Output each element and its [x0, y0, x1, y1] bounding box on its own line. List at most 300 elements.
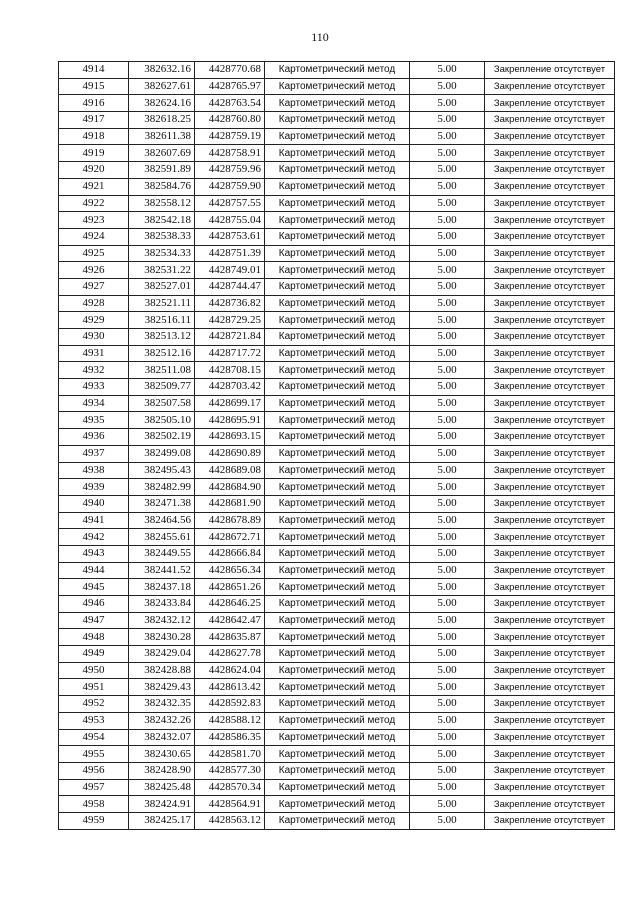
method-cell: Картометрический метод — [265, 812, 410, 829]
x-coordinate-cell: 382534.33 — [129, 245, 195, 262]
method-cell: Картометрический метод — [265, 145, 410, 162]
point-number-cell: 4953 — [59, 712, 129, 729]
x-coordinate-cell: 382432.07 — [129, 729, 195, 746]
method-cell: Картометрический метод — [265, 212, 410, 229]
accuracy-cell: 5.00 — [410, 746, 485, 763]
method-cell: Картометрический метод — [265, 545, 410, 562]
coordinates-table — [58, 61, 615, 830]
table-row — [59, 262, 615, 279]
method-cell: Картометрический метод — [265, 78, 410, 95]
y-coordinate-cell: 4428760.80 — [195, 112, 265, 129]
method-cell: Картометрический метод — [265, 479, 410, 496]
accuracy-cell: 5.00 — [410, 812, 485, 829]
table-row — [59, 762, 615, 779]
table-row — [59, 95, 615, 112]
method-cell: Картометрический метод — [265, 295, 410, 312]
fixing-description-cell: Закрепление отсутствует — [485, 379, 615, 396]
point-number-cell: 4925 — [59, 245, 129, 262]
fixing-description-cell: Закрепление отсутствует — [485, 762, 615, 779]
accuracy-cell: 5.00 — [410, 362, 485, 379]
page-number: 110 — [311, 30, 329, 44]
table-row — [59, 562, 615, 579]
accuracy-cell: 5.00 — [410, 779, 485, 796]
table-row — [59, 429, 615, 446]
fixing-description-cell: Закрепление отсутствует — [485, 262, 615, 279]
fixing-description-cell: Закрепление отсутствует — [485, 729, 615, 746]
x-coordinate-cell: 382495.43 — [129, 462, 195, 479]
y-coordinate-cell: 4428681.90 — [195, 495, 265, 512]
table-row — [59, 679, 615, 696]
table-row — [59, 178, 615, 195]
method-cell: Картометрический метод — [265, 412, 410, 429]
y-coordinate-cell: 4428758.91 — [195, 145, 265, 162]
point-number-cell: 4916 — [59, 95, 129, 112]
y-coordinate-cell: 4428586.35 — [195, 729, 265, 746]
x-coordinate-cell: 382464.56 — [129, 512, 195, 529]
accuracy-cell: 5.00 — [410, 162, 485, 179]
x-coordinate-cell: 382509.77 — [129, 379, 195, 396]
x-coordinate-cell: 382516.11 — [129, 312, 195, 329]
fixing-description-cell: Закрепление отсутствует — [485, 362, 615, 379]
y-coordinate-cell: 4428564.91 — [195, 796, 265, 813]
method-cell: Картометрический метод — [265, 445, 410, 462]
x-coordinate-cell: 382611.38 — [129, 128, 195, 145]
fixing-description-cell: Закрепление отсутствует — [485, 562, 615, 579]
method-cell: Картометрический метод — [265, 779, 410, 796]
accuracy-cell: 5.00 — [410, 445, 485, 462]
method-cell: Картометрический метод — [265, 228, 410, 245]
method-cell: Картометрический метод — [265, 112, 410, 129]
point-number-cell: 4948 — [59, 629, 129, 646]
table-row — [59, 445, 615, 462]
method-cell: Картометрический метод — [265, 162, 410, 179]
y-coordinate-cell: 4428729.25 — [195, 312, 265, 329]
x-coordinate-cell: 382437.18 — [129, 579, 195, 596]
table-row — [59, 162, 615, 179]
table-row — [59, 112, 615, 129]
method-cell: Картометрический метод — [265, 679, 410, 696]
y-coordinate-cell: 4428759.96 — [195, 162, 265, 179]
x-coordinate-cell: 382627.61 — [129, 78, 195, 95]
fixing-description-cell: Закрепление отсутствует — [485, 145, 615, 162]
point-number-cell: 4923 — [59, 212, 129, 229]
coordinates-table-body — [59, 62, 615, 830]
point-number-cell: 4947 — [59, 612, 129, 629]
fixing-description-cell: Закрепление отсутствует — [485, 228, 615, 245]
table-row — [59, 78, 615, 95]
x-coordinate-cell: 382511.08 — [129, 362, 195, 379]
accuracy-cell: 5.00 — [410, 62, 485, 79]
point-number-cell: 4924 — [59, 228, 129, 245]
method-cell: Картометрический метод — [265, 462, 410, 479]
x-coordinate-cell: 382542.18 — [129, 212, 195, 229]
fixing-description-cell: Закрепление отсутствует — [485, 462, 615, 479]
y-coordinate-cell: 4428672.71 — [195, 529, 265, 546]
fixing-description-cell: Закрепление отсутствует — [485, 95, 615, 112]
accuracy-cell: 5.00 — [410, 596, 485, 613]
method-cell: Картометрический метод — [265, 629, 410, 646]
accuracy-cell: 5.00 — [410, 379, 485, 396]
fixing-description-cell: Закрепление отсутствует — [485, 329, 615, 346]
point-number-cell: 4922 — [59, 195, 129, 212]
fixing-description-cell: Закрепление отсутствует — [485, 412, 615, 429]
table-row — [59, 696, 615, 713]
method-cell: Картометрический метод — [265, 529, 410, 546]
accuracy-cell: 5.00 — [410, 178, 485, 195]
y-coordinate-cell: 4428721.84 — [195, 329, 265, 346]
point-number-cell: 4950 — [59, 662, 129, 679]
accuracy-cell: 5.00 — [410, 495, 485, 512]
accuracy-cell: 5.00 — [410, 646, 485, 663]
accuracy-cell: 5.00 — [410, 462, 485, 479]
accuracy-cell: 5.00 — [410, 195, 485, 212]
point-number-cell: 4958 — [59, 796, 129, 813]
point-number-cell: 4914 — [59, 62, 129, 79]
point-number-cell: 4939 — [59, 479, 129, 496]
x-coordinate-cell: 382432.35 — [129, 696, 195, 713]
x-coordinate-cell: 382591.89 — [129, 162, 195, 179]
fixing-description-cell: Закрепление отсутствует — [485, 78, 615, 95]
accuracy-cell: 5.00 — [410, 295, 485, 312]
method-cell: Картометрический метод — [265, 195, 410, 212]
fixing-description-cell: Закрепление отсутствует — [485, 662, 615, 679]
y-coordinate-cell: 4428693.15 — [195, 429, 265, 446]
point-number-cell: 4934 — [59, 395, 129, 412]
method-cell: Картометрический метод — [265, 746, 410, 763]
point-number-cell: 4937 — [59, 445, 129, 462]
x-coordinate-cell: 382429.04 — [129, 646, 195, 663]
x-coordinate-cell: 382433.84 — [129, 596, 195, 613]
fixing-description-cell: Закрепление отсутствует — [485, 529, 615, 546]
accuracy-cell: 5.00 — [410, 729, 485, 746]
x-coordinate-cell: 382428.88 — [129, 662, 195, 679]
table-row — [59, 295, 615, 312]
accuracy-cell: 5.00 — [410, 545, 485, 562]
table-row — [59, 228, 615, 245]
point-number-cell: 4929 — [59, 312, 129, 329]
table-row — [59, 529, 615, 546]
y-coordinate-cell: 4428642.47 — [195, 612, 265, 629]
y-coordinate-cell: 4428690.89 — [195, 445, 265, 462]
table-row — [59, 412, 615, 429]
y-coordinate-cell: 4428757.55 — [195, 195, 265, 212]
table-row — [59, 462, 615, 479]
accuracy-cell: 5.00 — [410, 112, 485, 129]
x-coordinate-cell: 382507.58 — [129, 395, 195, 412]
fixing-description-cell: Закрепление отсутствует — [485, 629, 615, 646]
x-coordinate-cell: 382429.43 — [129, 679, 195, 696]
fixing-description-cell: Закрепление отсутствует — [485, 579, 615, 596]
y-coordinate-cell: 4428627.78 — [195, 646, 265, 663]
x-coordinate-cell: 382558.12 — [129, 195, 195, 212]
table-row — [59, 712, 615, 729]
fixing-description-cell: Закрепление отсутствует — [485, 696, 615, 713]
fixing-description-cell: Закрепление отсутствует — [485, 62, 615, 79]
fixing-description-cell: Закрепление отсутствует — [485, 596, 615, 613]
fixing-description-cell: Закрепление отсутствует — [485, 779, 615, 796]
table-row — [59, 646, 615, 663]
accuracy-cell: 5.00 — [410, 429, 485, 446]
fixing-description-cell: Закрепление отсутствует — [485, 178, 615, 195]
method-cell: Картометрический метод — [265, 579, 410, 596]
fixing-description-cell: Закрепление отсутствует — [485, 545, 615, 562]
table-row — [59, 329, 615, 346]
table-row — [59, 362, 615, 379]
table-row — [59, 746, 615, 763]
accuracy-cell: 5.00 — [410, 212, 485, 229]
accuracy-cell: 5.00 — [410, 579, 485, 596]
method-cell: Картометрический метод — [265, 712, 410, 729]
x-coordinate-cell: 382499.08 — [129, 445, 195, 462]
method-cell: Картометрический метод — [265, 379, 410, 396]
method-cell: Картометрический метод — [265, 262, 410, 279]
accuracy-cell: 5.00 — [410, 529, 485, 546]
accuracy-cell: 5.00 — [410, 128, 485, 145]
method-cell: Картометрический метод — [265, 345, 410, 362]
accuracy-cell: 5.00 — [410, 329, 485, 346]
x-coordinate-cell: 382482.99 — [129, 479, 195, 496]
accuracy-cell: 5.00 — [410, 679, 485, 696]
y-coordinate-cell: 4428759.90 — [195, 178, 265, 195]
x-coordinate-cell: 382531.22 — [129, 262, 195, 279]
point-number-cell: 4951 — [59, 679, 129, 696]
y-coordinate-cell: 4428684.90 — [195, 479, 265, 496]
accuracy-cell: 5.00 — [410, 228, 485, 245]
x-coordinate-cell: 382430.65 — [129, 746, 195, 763]
x-coordinate-cell: 382502.19 — [129, 429, 195, 446]
fixing-description-cell: Закрепление отсутствует — [485, 245, 615, 262]
fixing-description-cell: Закрепление отсутствует — [485, 212, 615, 229]
y-coordinate-cell: 4428703.42 — [195, 379, 265, 396]
fixing-description-cell: Закрепление отсутствует — [485, 162, 615, 179]
table-row — [59, 729, 615, 746]
y-coordinate-cell: 4428678.89 — [195, 512, 265, 529]
method-cell: Картометрический метод — [265, 512, 410, 529]
table-row — [59, 512, 615, 529]
fixing-description-cell: Закрепление отсутствует — [485, 128, 615, 145]
y-coordinate-cell: 4428581.70 — [195, 746, 265, 763]
point-number-cell: 4938 — [59, 462, 129, 479]
y-coordinate-cell: 4428751.39 — [195, 245, 265, 262]
table-row — [59, 195, 615, 212]
y-coordinate-cell: 4428666.84 — [195, 545, 265, 562]
table-row — [59, 495, 615, 512]
x-coordinate-cell: 382624.16 — [129, 95, 195, 112]
point-number-cell: 4926 — [59, 262, 129, 279]
point-number-cell: 4946 — [59, 596, 129, 613]
method-cell: Картометрический метод — [265, 395, 410, 412]
table-row — [59, 245, 615, 262]
fixing-description-cell: Закрепление отсутствует — [485, 345, 615, 362]
point-number-cell: 4956 — [59, 762, 129, 779]
y-coordinate-cell: 4428613.42 — [195, 679, 265, 696]
table-row — [59, 479, 615, 496]
table-row — [59, 596, 615, 613]
point-number-cell: 4921 — [59, 178, 129, 195]
accuracy-cell: 5.00 — [410, 278, 485, 295]
y-coordinate-cell: 4428689.08 — [195, 462, 265, 479]
y-coordinate-cell: 4428717.72 — [195, 345, 265, 362]
accuracy-cell: 5.00 — [410, 662, 485, 679]
x-coordinate-cell: 382538.33 — [129, 228, 195, 245]
accuracy-cell: 5.00 — [410, 262, 485, 279]
x-coordinate-cell: 382432.12 — [129, 612, 195, 629]
accuracy-cell: 5.00 — [410, 395, 485, 412]
point-number-cell: 4952 — [59, 696, 129, 713]
y-coordinate-cell: 4428656.34 — [195, 562, 265, 579]
method-cell: Картометрический метод — [265, 662, 410, 679]
fixing-description-cell: Закрепление отсутствует — [485, 796, 615, 813]
x-coordinate-cell: 382527.01 — [129, 278, 195, 295]
method-cell: Картометрический метод — [265, 429, 410, 446]
point-number-cell: 4918 — [59, 128, 129, 145]
fixing-description-cell: Закрепление отсутствует — [485, 746, 615, 763]
method-cell: Картометрический метод — [265, 562, 410, 579]
x-coordinate-cell: 382521.11 — [129, 295, 195, 312]
point-number-cell: 4933 — [59, 379, 129, 396]
y-coordinate-cell: 4428570.34 — [195, 779, 265, 796]
table-row — [59, 128, 615, 145]
accuracy-cell: 5.00 — [410, 712, 485, 729]
method-cell: Картометрический метод — [265, 62, 410, 79]
table-row — [59, 779, 615, 796]
x-coordinate-cell: 382505.10 — [129, 412, 195, 429]
y-coordinate-cell: 4428770.68 — [195, 62, 265, 79]
fixing-description-cell: Закрепление отсутствует — [485, 512, 615, 529]
table-row — [59, 612, 615, 629]
y-coordinate-cell: 4428736.82 — [195, 295, 265, 312]
x-coordinate-cell: 382441.52 — [129, 562, 195, 579]
table-row — [59, 545, 615, 562]
y-coordinate-cell: 4428749.01 — [195, 262, 265, 279]
point-number-cell: 4931 — [59, 345, 129, 362]
method-cell: Картометрический метод — [265, 495, 410, 512]
table-row — [59, 212, 615, 229]
method-cell: Картометрический метод — [265, 312, 410, 329]
x-coordinate-cell: 382513.12 — [129, 329, 195, 346]
accuracy-cell: 5.00 — [410, 479, 485, 496]
method-cell: Картометрический метод — [265, 362, 410, 379]
point-number-cell: 4936 — [59, 429, 129, 446]
fixing-description-cell: Закрепление отсутствует — [485, 679, 615, 696]
y-coordinate-cell: 4428695.91 — [195, 412, 265, 429]
point-number-cell: 4943 — [59, 545, 129, 562]
point-number-cell: 4955 — [59, 746, 129, 763]
table-row — [59, 145, 615, 162]
fixing-description-cell: Закрепление отсутствует — [485, 612, 615, 629]
point-number-cell: 4949 — [59, 646, 129, 663]
y-coordinate-cell: 4428592.83 — [195, 696, 265, 713]
accuracy-cell: 5.00 — [410, 145, 485, 162]
x-coordinate-cell: 382632.16 — [129, 62, 195, 79]
y-coordinate-cell: 4428708.15 — [195, 362, 265, 379]
point-number-cell: 4957 — [59, 779, 129, 796]
method-cell: Картометрический метод — [265, 596, 410, 613]
fixing-description-cell: Закрепление отсутствует — [485, 312, 615, 329]
y-coordinate-cell: 4428588.12 — [195, 712, 265, 729]
table-row — [59, 579, 615, 596]
y-coordinate-cell: 4428635.87 — [195, 629, 265, 646]
fixing-description-cell: Закрепление отсутствует — [485, 495, 615, 512]
x-coordinate-cell: 382455.61 — [129, 529, 195, 546]
accuracy-cell: 5.00 — [410, 412, 485, 429]
x-coordinate-cell: 382424.91 — [129, 796, 195, 813]
point-number-cell: 4935 — [59, 412, 129, 429]
y-coordinate-cell: 4428651.26 — [195, 579, 265, 596]
method-cell: Картометрический метод — [265, 278, 410, 295]
x-coordinate-cell: 382430.28 — [129, 629, 195, 646]
fixing-description-cell: Закрепление отсутствует — [485, 278, 615, 295]
method-cell: Картометрический метод — [265, 128, 410, 145]
point-number-cell: 4942 — [59, 529, 129, 546]
point-number-cell: 4940 — [59, 495, 129, 512]
table-row — [59, 345, 615, 362]
point-number-cell: 4928 — [59, 295, 129, 312]
table-row — [59, 62, 615, 79]
table-row — [59, 796, 615, 813]
x-coordinate-cell: 382425.48 — [129, 779, 195, 796]
y-coordinate-cell: 4428759.19 — [195, 128, 265, 145]
accuracy-cell: 5.00 — [410, 512, 485, 529]
fixing-description-cell: Закрепление отсутствует — [485, 395, 615, 412]
fixing-description-cell: Закрепление отсутствует — [485, 445, 615, 462]
accuracy-cell: 5.00 — [410, 312, 485, 329]
fixing-description-cell: Закрепление отсутствует — [485, 812, 615, 829]
y-coordinate-cell: 4428646.25 — [195, 596, 265, 613]
table-row — [59, 812, 615, 829]
x-coordinate-cell: 382584.76 — [129, 178, 195, 195]
y-coordinate-cell: 4428744.47 — [195, 278, 265, 295]
point-number-cell: 4930 — [59, 329, 129, 346]
table-row — [59, 278, 615, 295]
y-coordinate-cell: 4428577.30 — [195, 762, 265, 779]
accuracy-cell: 5.00 — [410, 796, 485, 813]
table-row — [59, 379, 615, 396]
y-coordinate-cell: 4428624.04 — [195, 662, 265, 679]
point-number-cell: 4941 — [59, 512, 129, 529]
x-coordinate-cell: 382607.69 — [129, 145, 195, 162]
x-coordinate-cell: 382618.25 — [129, 112, 195, 129]
accuracy-cell: 5.00 — [410, 245, 485, 262]
accuracy-cell: 5.00 — [410, 95, 485, 112]
method-cell: Картометрический метод — [265, 762, 410, 779]
x-coordinate-cell: 382428.90 — [129, 762, 195, 779]
table-row — [59, 312, 615, 329]
method-cell: Картометрический метод — [265, 729, 410, 746]
point-number-cell: 4959 — [59, 812, 129, 829]
fixing-description-cell: Закрепление отсутствует — [485, 112, 615, 129]
accuracy-cell: 5.00 — [410, 696, 485, 713]
table-row — [59, 629, 615, 646]
point-number-cell: 4944 — [59, 562, 129, 579]
point-number-cell: 4919 — [59, 145, 129, 162]
y-coordinate-cell: 4428563.12 — [195, 812, 265, 829]
y-coordinate-cell: 4428763.54 — [195, 95, 265, 112]
method-cell: Картометрический метод — [265, 178, 410, 195]
x-coordinate-cell: 382471.38 — [129, 495, 195, 512]
method-cell: Картометрический метод — [265, 796, 410, 813]
point-number-cell: 4915 — [59, 78, 129, 95]
accuracy-cell: 5.00 — [410, 562, 485, 579]
accuracy-cell: 5.00 — [410, 629, 485, 646]
y-coordinate-cell: 4428699.17 — [195, 395, 265, 412]
point-number-cell: 4927 — [59, 278, 129, 295]
point-number-cell: 4917 — [59, 112, 129, 129]
accuracy-cell: 5.00 — [410, 762, 485, 779]
point-number-cell: 4954 — [59, 729, 129, 746]
method-cell: Картометрический метод — [265, 612, 410, 629]
fixing-description-cell: Закрепление отсутствует — [485, 712, 615, 729]
